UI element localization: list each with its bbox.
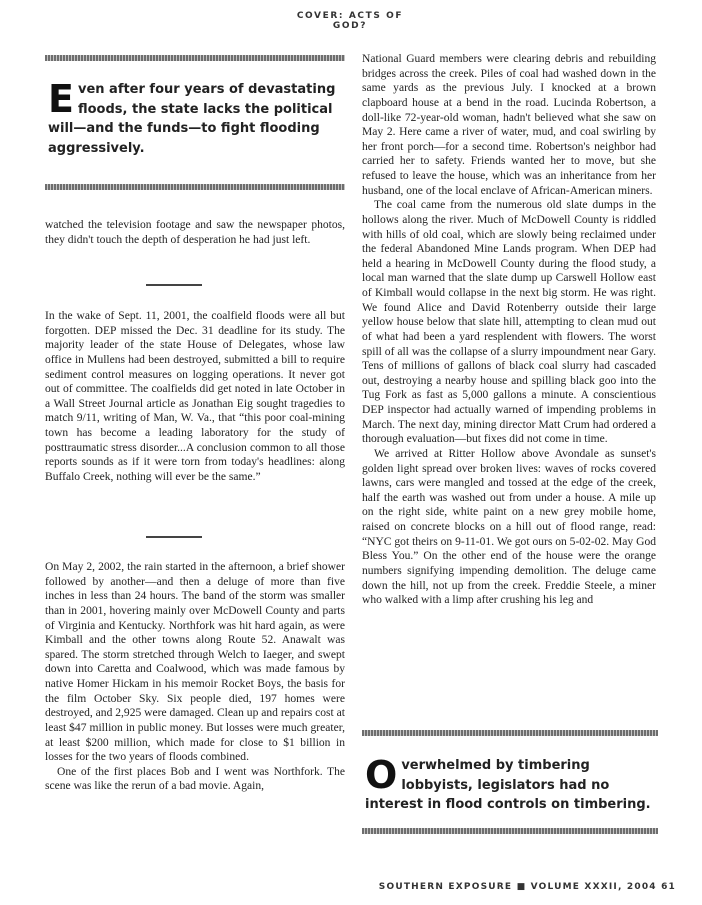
pull-quote-2-dropcap: O [365, 753, 398, 797]
paragraph: National Guard members were clearing debris and rebuilding bridges across the creek. Piles of coal had washed down in the same yards as the previous July. I knocked at a brown clapboard house at a bend in the road. Lucinda Robertson, a doll-like 72-year-old woman, hadn't believed what she saw on May 2. Here came a river of water, mud, and coal swirling by her front porch—for a second time. Robertson's neighbor had carried her to safety. Friends wanted her to move, but she refused to leave the house, which was an inheritance from her husband, one of the local enclave of African-American miners. [362, 53, 656, 197]
pull-quote-2-top-rule [362, 730, 658, 736]
pull-quote-1-dropcap: E [48, 77, 74, 121]
section-separator [146, 536, 202, 538]
pull-quote-1-text: ven after four years of devastating floods, the state lacks the political will—and the funds—to fight flooding aggressively. [48, 82, 336, 156]
pull-quote-top-rule [45, 55, 345, 61]
section-separator [146, 284, 202, 286]
paragraph: On May 2, 2002, the rain started in the afternoon, a brief shower followed by another—and then a deluge of more than five inches in less than 24 hours. The band of the storm was smaller than in 2001, hovering mainly over McDowell County and parts of Virginia and Kentucky. Northfork was hit hard again, as were Kimball and the other towns along Route 52. Anawalt was spared. The storm stretched through Welch to Iaeger, and swept down into Caretta and Coalwood, which was made famous by native Homer Hickam in his memoir Rocket Boys, the basis for the film October Sky. Six people died, 197 homes were destroyed, and 2,925 were damaged. Clean up and repairs cost at least $47 million in public money. But losses were much greater, at least $200 million, which made for close to $1 billion in losses for the two years of floods combined. [45, 561, 345, 764]
pull-quote-2 [365, 753, 655, 815]
pull-quote-2-bottom-rule [362, 828, 658, 834]
left-column-para-3 [45, 560, 345, 794]
paragraph: watched the television footage and saw the newspaper photos, they didn't touch the depth of desperation he had just left. [45, 219, 345, 246]
right-column-body [362, 52, 656, 608]
left-column-para-1 [45, 218, 345, 247]
paragraph: We arrived at Ritter Hollow above Avondale as sunset's golden light spread over broken lives: waves of rocks covered lawns, cars were mangled and tossed at the edge of the creek, half the earth was washed out from under a house. A mile up on the right side, white paint on a new grey mobile home, raised on concrete blocks on a hill out of flood range, read: “NYC got theirs on 9-11-01. We got ours on 5-02-02. May God Bless You.” On the other end of the house were the orange numbers signifying impending demolition. The deluge came down the hill, not up from the creek. Freddie Steele, a miner who walked with a limp after crushing his leg and [362, 447, 656, 607]
pull-quote-bottom-rule [45, 184, 345, 190]
paragraph: One of the first places Bob and I went was Northfork. The scene was like the rerun of a bad movie. Again, [45, 765, 345, 793]
left-column-para-2 [45, 309, 345, 485]
page-footer: SOUTHERN EXPOSURE ■ VOLUME XXXII, 2004 61 [378, 882, 676, 892]
paragraph: In the wake of Sept. 11, 2001, the coalfield floods were all but forgotten. DEP missed the Dec. 31 deadline for its study. The majority leader of the state House of Delegates, whose law office in Mullens had been destroyed, submitted a bill to require sediment control measures on logging operations. It never got out of committee. The coalfields did get noted in late October in a Wall Street Journal article as Jonathan Eig sought tragedies to match 9/11, writing of Man, W. Va., that “this poor coal-mining town has become a leading laboratory for the study of posttraumatic stress disorder...A conclusion common to all those reports sounds as if it were torn from today's headlines: along Buffalo Creek, nothing will ever be the same.” [45, 310, 345, 483]
pull-quote-2-text: verwhelmed by timbering lobbyists, legislators had no interest in flood controls on timbering. [365, 758, 651, 812]
pull-quote-1 [48, 77, 344, 158]
paragraph: The coal came from the numerous old slate dumps in the hollows along the river. Much of McDowell County is riddled with hills of old coal, which are slowly being reclaimed under the federal Abandoned Mine Lands program. When DEP had held a hearing in McDowell County during the flood study, a local man warned that the slate dump up Carswell Hollow east of Kimball would collapse in the next big storm. He was right. We found Alice and David Rotenberry outside their large yellow house below that slate hill, attempting to clean mud out of what had been a yard resplendent with flowers. The worst spill of all was the collapse of a slurry impoundment near Gary. Tens of millions of gallons of black coal slurry had cascaded out, destroying a nearby house and spilling black goo into the Tug Fork as fast as 5,000 gallons a minute. A conscientious DEP inspector had actually warned of impending problems in March. The next day, mining director Matt Crum had ordered a thorough evaluation—but fixes did not come in time. [362, 199, 656, 446]
running-head: COVER: ACTS OF GOD? [296, 11, 404, 31]
